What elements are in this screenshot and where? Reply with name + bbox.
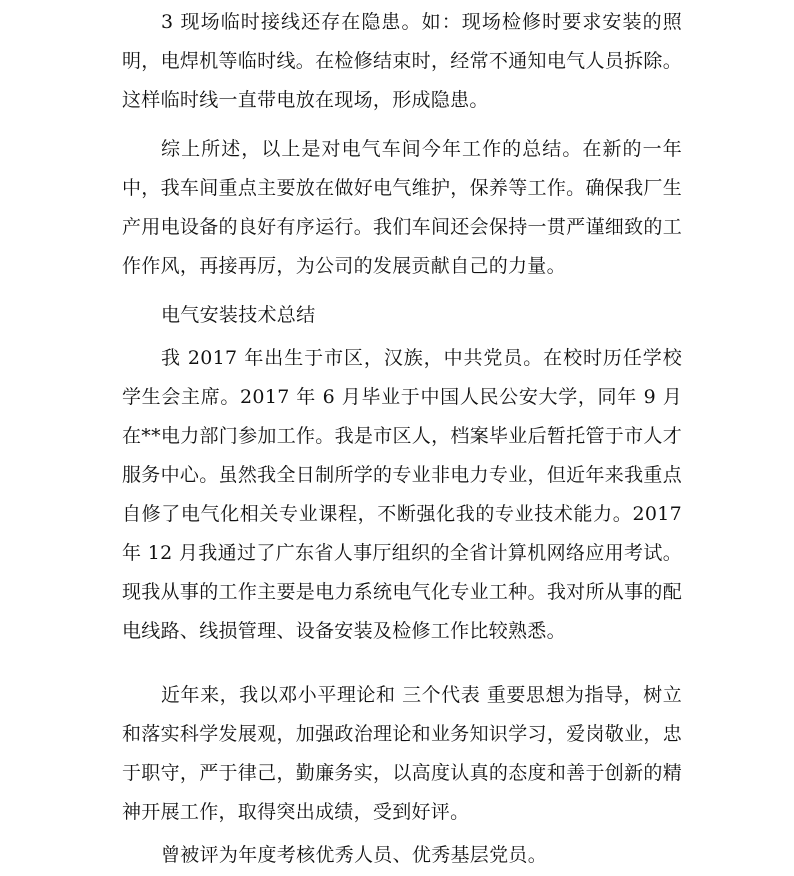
paragraph-summary: 综上所述，以上是对电气车间今年工作的总结。在新的一年中，我车间重点主要放在做好电气维护，保养等工作。确保我厂生产用电设备的良好有序运行。我们车间还会保持一贯严谨细致的工作作风，再接再厉，为公司的发展贡献自己的力量。 — [122, 138, 682, 277]
paragraph-biography: 我 2017 年出生于市区，汉族，中共党员。在校时历任学校学生会主席。2017 年 6 月毕业于中国人民公安大学，同年 9 月在**电力部门参加工作。我是市区人，档案毕业后暂托管于市人才服务中心。虽然我全日制所学的专业非电力专业，但近年来我重点自修了电气化相关专业课程，不断强化我的专业技术能力。2017 年 12 月我通过了广东省人事厅组织的全省计算机网络应用考试。现我从事的工作主要是电力系统电气化专业工种。我对所从事的配电线路、线损管理、设备安装及检修工作比较熟悉。 — [122, 347, 683, 642]
paragraph-hazard-note: 3 现场临时接线还存在隐患。如：现场检修时要求安装的照明，电焊机等临时线。在检修结束时，经常不通知电气人员拆除。这样临时线一直带电放在现场，形成隐患。 — [122, 11, 682, 111]
section-heading: 电气安装技术总结 — [161, 304, 316, 326]
paragraph-honors: 曾被评为年度考核优秀人员、优秀基层党员。 — [161, 844, 548, 866]
paragraph-performance: 近年来，我以邓小平理论和 三个代表 重要思想为指导，树立和落实科学发展观，加强政治理论和业务知识学习，爱岗敬业，忠于职守，严于律己，勤廉务实，以高度认真的态度和善于创新的精神开展工作，取得突出成绩，受到好评。 — [122, 684, 682, 823]
